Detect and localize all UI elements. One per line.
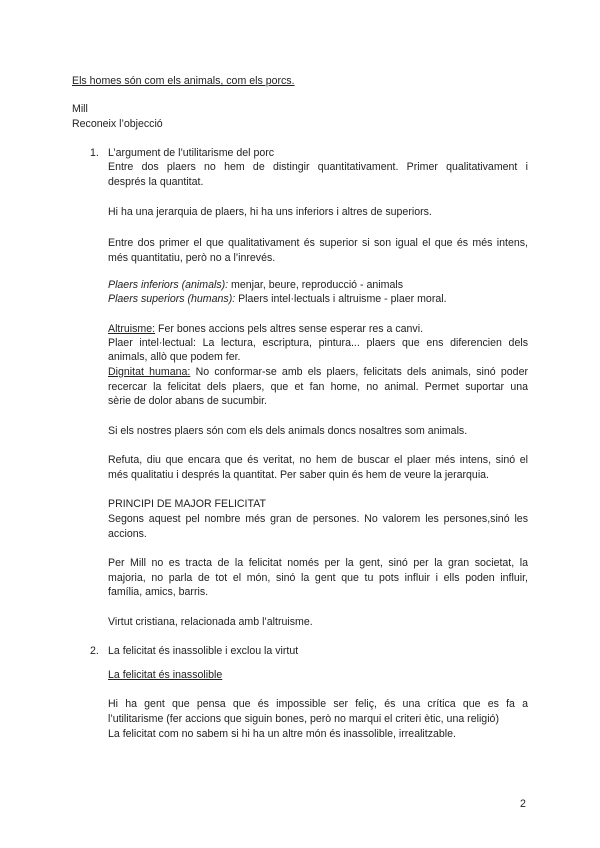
plaers-inferiors-line	[108, 278, 403, 292]
plaers-superiors-line	[108, 292, 447, 306]
section-1-number: 1.	[90, 147, 99, 159]
paragraph-line: Entre dos plaers no hem de distingir quantitativament. Primer qualitativament i	[108, 161, 528, 173]
paragraph-line: Refuta, diu que encara que és veritat, no hem de buscar el plaer més intens, sinó el	[108, 454, 528, 466]
altruisme-line	[108, 322, 423, 336]
section-1-heading: L’argument de l’utilitarisme del porc	[108, 147, 275, 159]
paragraph-line: majoria, no parla de tot el món, sinó la gent que tu pots influir i ells poden influir,	[108, 572, 528, 584]
paragraph-line: La felicitat com no sabem si hi ha un altre món és inassolible, irrealitzable.	[108, 728, 457, 740]
paragraph-line: Segons aquest pel nombre més gran de persones. No valorem les persones,sinó les	[108, 513, 528, 525]
paragraph-line: Virtut cristiana, relacionada amb l’altruisme.	[108, 616, 313, 628]
paragraph-line: animals, allò que podem fer.	[108, 351, 241, 363]
paragraph-line: després la quantitat.	[108, 176, 204, 188]
dignitat-label: Dignitat humana:	[108, 366, 191, 378]
paragraph-line: sèrie de dolor abans de sucumbir.	[108, 395, 267, 407]
author-name: Mill	[72, 103, 88, 115]
section-2-subheading: La felicitat és inassolible	[108, 669, 223, 681]
plaers-inferiors-text: menjar, beure, reproducció - animals	[228, 279, 403, 291]
paragraph-line: l’utilitarisme (fer accions que siguin bones, però no marqui el criteri ètic, una religió)	[108, 713, 499, 725]
paragraph-line: Entre dos primer el que qualitativament és superior si son igual el que és més intens,	[108, 237, 528, 249]
plaers-superiors-label: Plaers superiors (humans):	[108, 293, 236, 305]
paragraph-line: més qualitatiu i després la quantitat. Per saber quin és hem de veure la jerarquia.	[108, 469, 490, 481]
paragraph-line: família, amics, barris.	[108, 586, 209, 598]
altruisme-text: Fer bones accions pels altres sense esperar res a canvi.	[155, 323, 424, 335]
principi-heading: PRINCIPI DE MAJOR FELICITAT	[108, 498, 266, 510]
altruisme-label: Altruisme:	[108, 323, 156, 335]
dignitat-text: No conformar-se amb els plaers, felicitats dels animals, sinó poder	[190, 366, 528, 378]
paragraph-line: recercar la felicitat dels plaers, que et fan home, no animal. Permet suportar una	[108, 381, 528, 393]
page-number: 2	[520, 798, 526, 810]
paragraph-line: més quantitatiu, però no a l’inrevés.	[108, 252, 276, 264]
paragraph-line: Hi ha una jerarquia de plaers, hi ha uns inferiors i altres de superiors.	[108, 206, 432, 218]
paragraph-line: Hi ha gent que pensa que és impossible ser feliç, és una crítica que es fa a	[108, 698, 528, 710]
paragraph-line: Plaer intel·lectual: La lectura, escriptura, pintura... plaers que ens diferencien dels	[108, 337, 528, 349]
section-2-heading: La felicitat és inassolible i exclou la virtut	[108, 645, 299, 657]
paragraph-line: accions.	[108, 528, 147, 540]
subtitle: Reconeix l’objecció	[72, 118, 163, 130]
plaers-inferiors-label: Plaers inferiors (animals):	[108, 279, 229, 291]
section-2-number: 2.	[90, 645, 99, 657]
paragraph-line: Si els nostres plaers són com els dels animals doncs nosaltres som animals.	[108, 425, 468, 437]
paragraph-line: Per Mill no es tracta de la felicitat només per la gent, sinó per la gran societat, la	[108, 557, 528, 569]
plaers-superiors-text: Plaers intel·lectuals i altruisme - plaer moral.	[235, 293, 447, 305]
dignitat-line	[108, 365, 528, 379]
document-title: Els homes són com els animals, com els porcs.	[72, 75, 295, 87]
